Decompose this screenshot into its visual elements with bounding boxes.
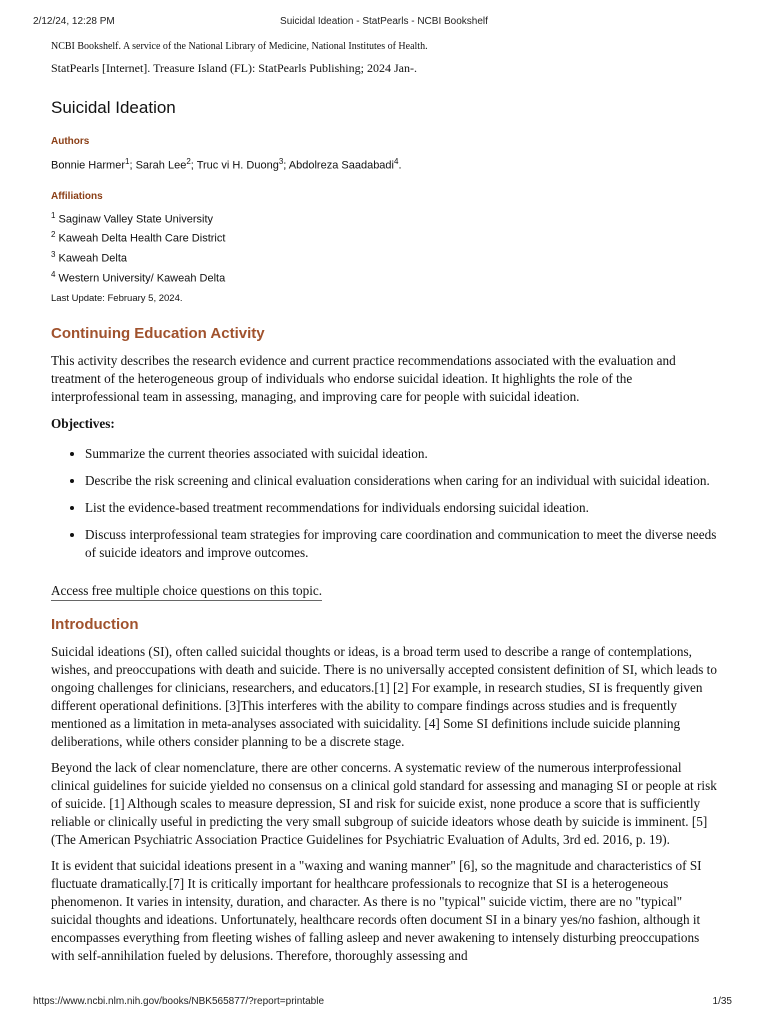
citation: StatPearls [Internet]. Treasure Island (FL): StatPearls Publishing; 2024 Jan-. <box>51 61 417 75</box>
affiliation-item: $^1$ Saginaw Valley State University <box>51 210 213 226</box>
author-sup: 2 <box>186 157 191 166</box>
author-name[interactable]: Truc vi H. Duong <box>196 159 279 172</box>
author-name[interactable]: Abdolreza Saadabadi <box>288 159 394 172</box>
author-sup: 3 <box>278 157 284 166</box>
intro-paragraph: Suicidal ideations (SI), often called suicidal thoughts or ideas, is a broad term used to describe a range of contemplations, wishes, and preoccupations with death and suicide. There is no universally accepted consistent definition of SI, which leads to ongoing challenges for clinicians, researchers, and educators.[1] [2] For example, in research studies, SI is frequently given different operational definitions. [3]This interferes with the ability to compare findings across studies and is frequently mentioned as a limitation in meta-analyses associated with suicidality. [4] Some SI definitions include suicide planning deliberations, while others consider planning to be a discrete stage. <box>51 644 717 750</box>
ce-heading: Continuing Education Activity <box>51 325 265 343</box>
affiliations-list <box>51 208 721 287</box>
ce-paragraph: This activity describes the research evidence and current practice recommendations associated with the evaluation and treatment of the heterogeneous group of individuals who endorse suicidal ideation. It highlights the role of the interprofessional team in assessing, managing, and improving care for people with suicidal ideation. <box>51 353 676 405</box>
page-title: Suicidal Ideation <box>51 98 176 117</box>
author-sup: 1 <box>124 157 130 166</box>
intro-paragraph: Beyond the lack of clear nomenclature, there are other concerns. A systematic review of the numerous interprofessional clinical guidelines for suicide yielded no consensus on a clinical gold standard for assessing and managing SI or people at risk of suicide. [1] Although scales to measure depression, SI and risk for suicide exist, none produce a score that is sufficiently reliable or clinically useful in predicting the very small subgroup of suicide ideators whose death by suicide is imminent. [5](The American Psychiatric Association Practice Guidelines for Psychiatric Evaluation of Adults, 3rd ed. 2016, p. 19). <box>51 760 717 848</box>
affiliation-item: $^3$ Kaweah Delta <box>51 249 128 265</box>
print-url: https://www.ncbi.nlm.nih.gov/books/NBK565877/?report=printable <box>33 996 325 1007</box>
list-item: • Discuss interprofessional team strategies for improving care coordination and communication to meet the diverse needs of suicide ideators and improve outcomes. <box>85 526 721 562</box>
bookshelf-line: NCBI Bookshelf. A service of the National Library of Medicine, National Institutes of Health. <box>51 41 428 52</box>
print-header <box>0 16 768 30</box>
intro-heading: Introduction <box>51 616 139 634</box>
objectives-list <box>51 445 721 562</box>
list-item: • List the evidence-based treatment recommendations for individuals endorsing suicidal ideation. <box>85 499 721 517</box>
article-content <box>51 40 721 965</box>
author-sup: 4 <box>394 157 399 166</box>
objectives-label: Objectives: <box>51 416 115 432</box>
print-page-title: Suicidal Ideation - StatPearls - NCBI Bookshelf <box>280 16 488 27</box>
print-footer <box>0 996 768 1010</box>
affiliation-item: $^2$ Kaweah Delta Health Care District <box>51 230 226 245</box>
affiliation-item: $^4$ Western University/ Kaweah Delta <box>51 269 226 285</box>
authors-list: Bonnie Harmer$^1$; Sarah Lee$^2$; Truc vi H. Duong$^3$; Abdolreza Saadabadi$^4$. <box>51 157 402 172</box>
authors-label: Authors <box>51 136 90 147</box>
last-update: Last Update: February 5, 2024. <box>51 293 183 305</box>
list-item: • Summarize the current theories associated with suicidal ideation. <box>85 445 721 463</box>
author-name[interactable]: Sarah Lee <box>135 159 187 172</box>
affiliations-label: Affiliations <box>51 190 103 202</box>
author-name[interactable]: Bonnie Harmer <box>51 159 125 172</box>
print-page-number: 1/35 <box>712 996 732 1007</box>
print-datetime: 2/12/24, 12:28 PM <box>33 16 115 27</box>
list-item: • Describe the risk screening and clinical evaluation considerations when caring for an individual with suicidal ideation. <box>85 472 721 490</box>
intro-paragraph: It is evident that suicidal ideations present in a "waxing and waning manner" [6], so the magnitude and characteristics of SI fluctuate dramatically.[7] It is critically important for healthcare professionals to recognize that SI is a heterogeneous phenomenon. It varies in intensity, duration, and character. As there is no "typical" suicide victim, there are no "typical" suicidal thoughts and ideations. Unfortunately, healthcare records often document SI in a binary yes/no fashion, although it encompasses everything from fleeting wishes of falling asleep and never awakening to intensely disturbing preoccupations with self-annihilation fueled by delusions. Therefore, thoroughly assessing and <box>51 858 702 964</box>
mcq-link[interactable]: Access free multiple choice questions on this topic. <box>51 582 322 601</box>
